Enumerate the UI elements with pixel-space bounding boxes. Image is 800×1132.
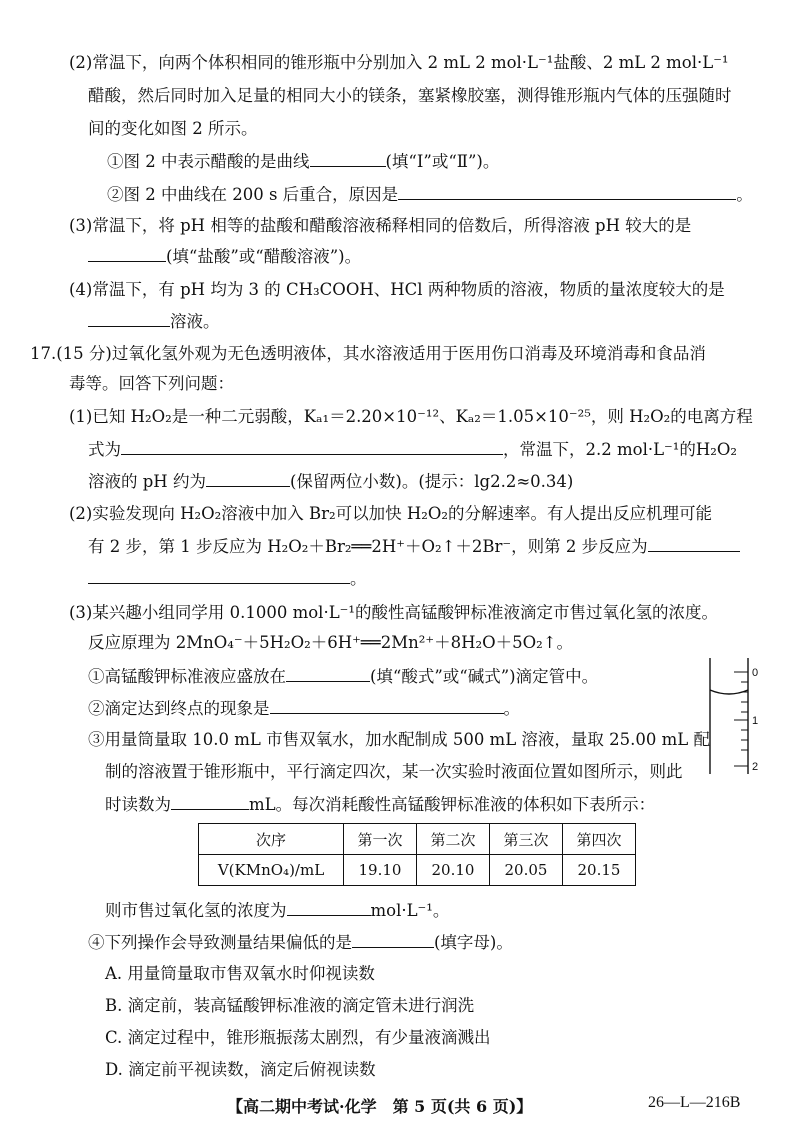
answer-blank[interactable] bbox=[286, 664, 370, 682]
q16-part4-line1: (4)常温下，有 pH 均为 3 的 CH₃COOH、HCl 两种物质的溶液，物质的量浓度较大的是 bbox=[69, 280, 725, 299]
answer-blank[interactable] bbox=[398, 182, 736, 200]
q17-part1-line2: 式为 ，常温下，2.2 mol·L⁻¹的H₂O₂ bbox=[88, 437, 737, 462]
q17-intro-line1: 17.(15 分)过氧化氢外观为无色透明液体，其水溶液适用于医用伤口消毒及环境消毒和食品消 bbox=[30, 344, 706, 363]
q17-part3-item3-line3: 时读数为 mL。每次消耗酸性高锰酸钾标准液的体积如下表所示： bbox=[105, 792, 655, 817]
answer-blank[interactable] bbox=[121, 437, 503, 455]
table-header-cell: 第二次 bbox=[417, 824, 490, 855]
q16-part2-line3: 间的变化如图 2 所示。 bbox=[88, 119, 258, 138]
answer-blank[interactable] bbox=[171, 792, 249, 810]
q16-part2-line1: (2)常温下，向两个体积相同的锥形瓶中分别加入 2 mL 2 mol·L⁻¹盐酸、2 mL 2 mol·L⁻¹ bbox=[69, 53, 729, 72]
answer-blank[interactable] bbox=[88, 309, 170, 327]
table-cell: 20.05 bbox=[490, 855, 563, 886]
q17-part3-line1: (3)某兴趣小组同学用 0.1000 mol·L⁻¹的酸性高锰酸钾标准液滴定市售过氧化氢的浓度。 bbox=[69, 603, 718, 622]
table-cell: 20.10 bbox=[417, 855, 490, 886]
answer-blank[interactable] bbox=[270, 696, 504, 714]
option-d: D. 滴定前平视读数，滴定后俯视读数 bbox=[105, 1060, 376, 1079]
table-header-row bbox=[199, 824, 636, 855]
q17-part3-item4: ④下列操作会导致测量结果偏低的是 (填字母)。 bbox=[88, 930, 513, 955]
table-header-cell: 次序 bbox=[199, 824, 344, 855]
table-cell: 20.15 bbox=[563, 855, 636, 886]
q17-part1-line3: 溶液的 pH 约为 (保留两位小数)。(提示：lg2.2≈0.34) bbox=[88, 469, 573, 494]
q17-part3-item2: ②滴定达到终点的现象是 。 bbox=[88, 696, 520, 721]
q17-part2-line1: (2)实验发现向 H₂O₂溶液中加入 Br₂可以加快 H₂O₂的分解速率。有人提出反应机理可能 bbox=[69, 504, 713, 523]
q17-concentration-line: 则市售过氧化氢的浓度为 mol·L⁻¹。 bbox=[105, 898, 449, 923]
burette-figure bbox=[708, 658, 760, 774]
titration-data-table bbox=[198, 823, 636, 886]
table-header-cell: 第一次 bbox=[344, 824, 417, 855]
option-b: B. 滴定前，装高锰酸钾标准液的滴定管未进行润洗 bbox=[105, 996, 475, 1015]
q16-part4-line2: 溶液。 bbox=[88, 309, 220, 334]
burette-label-1: 1 bbox=[752, 715, 759, 727]
burette-label-0: 0 bbox=[752, 667, 759, 679]
q16-part3-line1: (3)常温下，将 pH 相等的盐酸和醋酸溶液稀释相同的倍数后，所得溶液 pH 较大的是 bbox=[69, 216, 692, 235]
q16-part3-line2: (填“盐酸”或“醋酸溶液”)。 bbox=[88, 244, 361, 269]
table-cell: 19.10 bbox=[344, 855, 417, 886]
q17-part3-item3-line1: ③用量筒量取 10.0 mL 市售双氧水，加水配制成 500 mL 溶液，量取 25.00 mL 配 bbox=[88, 730, 710, 749]
q17-part3-item1: ①高锰酸钾标准液应盛放在 (填“酸式”或“碱式”)滴定管中。 bbox=[88, 664, 598, 689]
table-row bbox=[199, 855, 636, 886]
footer-page-info: 【高二期中考试·化学 第 5 页(共 6 页)】 bbox=[227, 1097, 533, 1116]
burette-label-2: 2 bbox=[752, 761, 759, 773]
answer-blank[interactable] bbox=[206, 469, 290, 487]
footer-code: 26—L—216B bbox=[648, 1094, 741, 1111]
answer-blank[interactable] bbox=[310, 149, 386, 167]
option-c: C. 滴定过程中，锥形瓶振荡太剧烈，有少量液滴溅出 bbox=[105, 1028, 491, 1047]
q16-part2-line2: 醋酸，然后同时加入足量的相同大小的镁条，塞紧橡胶塞，测得锥形瓶内气体的压强随时 bbox=[88, 86, 732, 105]
q17-part2-line3: 。 bbox=[88, 566, 367, 591]
q16-part2-item2: ②图 2 中曲线在 200 s 后重合，原因是 。 bbox=[107, 182, 753, 207]
table-row-label: V(KMnO₄)/mL bbox=[199, 855, 344, 886]
answer-blank[interactable] bbox=[88, 566, 350, 584]
q17-part1-line1: (1)已知 H₂O₂是一种二元弱酸，Kₐ₁＝2.20×10⁻¹²、Kₐ₂＝1.05×10⁻²⁵，则 H₂O₂的电离方程 bbox=[69, 407, 753, 426]
answer-blank[interactable] bbox=[88, 244, 166, 262]
answer-blank[interactable] bbox=[287, 898, 371, 916]
answer-blank[interactable] bbox=[352, 930, 434, 948]
q17-part3-item3-line2: 制的溶液置于锥形瓶中，平行滴定四次，某一次实验时液面位置如图所示，则此 bbox=[105, 762, 683, 781]
q16-part2-item1: ①图 2 中表示醋酸的是曲线 (填“Ⅰ”或“Ⅱ”)。 bbox=[107, 149, 499, 174]
option-a: A. 用量筒量取市售双氧水时仰视读数 bbox=[105, 964, 375, 983]
q17-part3-line2: 反应原理为 2MnO₄⁻＋5H₂O₂＋6H⁺══2Mn²⁺＋8H₂O＋5O₂↑。 bbox=[88, 633, 574, 652]
table-header-cell: 第三次 bbox=[490, 824, 563, 855]
q17-part2-line2: 有 2 步，第 1 步反应为 H₂O₂＋Br₂══2H⁺＋O₂↑＋2Br⁻，则第 2 步反应为 bbox=[88, 534, 740, 559]
answer-blank[interactable] bbox=[648, 534, 740, 552]
q17-intro-line2: 毒等。回答下列问题： bbox=[69, 374, 234, 393]
table-header-cell: 第四次 bbox=[563, 824, 636, 855]
